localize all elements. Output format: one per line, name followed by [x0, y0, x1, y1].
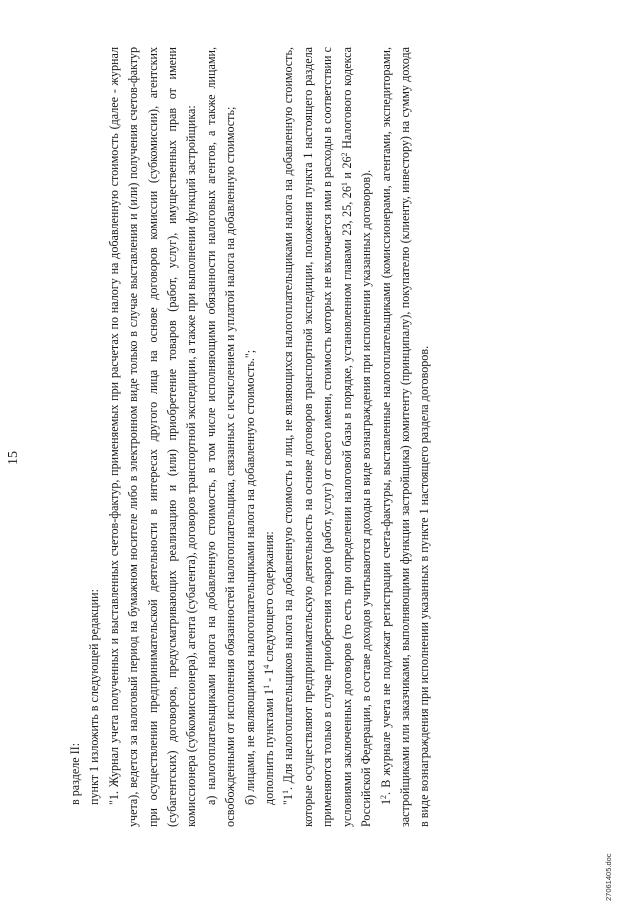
- supplement-instruction: [260, 47, 279, 827]
- document-body: [66, 47, 435, 827]
- superscript: 2: [378, 794, 388, 799]
- superscript: 4: [262, 664, 272, 669]
- superscript: 1: [339, 182, 349, 187]
- superscript: 2: [339, 152, 349, 157]
- page-number: 15: [6, 451, 21, 465]
- clause-text: . Для налогоплательщиков налога на добавленную стоимость и лиц, не являющихся налогоплательщиками налога на добавленную стоимость, которые осуществляют предпринимательскую деятельность на основе договоров транспортной экспедиции, положения пункта 1 настоящего раздела применяются только в случае приобретения товаров (работ, услуг) от своего имени, стоимость которых не включается ими в расходы в соответствии с условиями заключенных договоров (то есть при определении налоговой базы в порядке, установленном главами 23, 25, 26: [281, 47, 354, 827]
- superscript: 1: [281, 790, 291, 795]
- clause-number: "1: [281, 794, 296, 805]
- supplement-text-before: дополнить пунктами 1: [262, 688, 277, 805]
- paragraph-1-2: [377, 47, 435, 827]
- supplement-dash: - 1: [262, 668, 277, 685]
- document-file-code: 27061405.doc: [604, 853, 613, 901]
- clause-text-end: Налогового кодекса Российской Федерации, в составе доходов учитываются доходы в виде вознаграждения при исполнении указанных договоров).: [339, 47, 374, 827]
- amendment-instruction: пункт 1 изложить в следующей редакции:: [87, 589, 102, 805]
- paragraph-1-1: [279, 47, 376, 827]
- clause-number: 1: [378, 798, 393, 805]
- paragraph-a: а) налогоплательщиками налога на добавленную стоимость, в том числе исполняющими обязанности налоговых агентов, а также лицами, освобожденными от исполнения обязанностей налогоплательщика, связанных с исчислением и уплатой налога на добавленную стоимость;: [203, 47, 238, 827]
- clause-text: . В журнале учета не подлежат регистрации счета-фактуры, выставленные налогоплательщиками (комиссионерами, агентами, экспедиторами, застройщиками или заказчиками, выполняющими функции застройщика) комитенту (принципалу), покупателю (клиенту, инвестору) на сумму дохода в виде вознаграждения при исполнении указанных в пункте 1 настоящего раздела договоров.: [378, 47, 432, 827]
- superscript: 1: [262, 684, 272, 689]
- supplement-text-after: следующего содержания:: [262, 531, 277, 665]
- paragraph-1: "1. Журнал учета полученных и выставленных счетов-фактур, применяемых при расчетах по налогу на добавленную стоимость (далее - журнал учета), ведется за налоговый период на бумажном носителе либо в электронном виде только в случае выставления и (или) получения счетов-фактур при осуществлении предпринимательской деятельности в интересах другого лица на основе договоров комиссии (субкомиссии), агентских (субагентских) договоров, предусматривающих реализацию и (или) приобретение товаров (работ, услуг), имущественных прав от имени комиссионера (субкомиссионера), агента (субагента), договоров транспортной экспедиции, а также при выполнении функций застройщика:: [106, 47, 199, 827]
- clause-text-mid: и 26: [339, 156, 354, 183]
- paragraph-b: б) лицами, не являющимися налогоплательщиками налога на добавленную стоимость.";: [242, 349, 257, 805]
- section-reference: в разделе II:: [68, 742, 82, 805]
